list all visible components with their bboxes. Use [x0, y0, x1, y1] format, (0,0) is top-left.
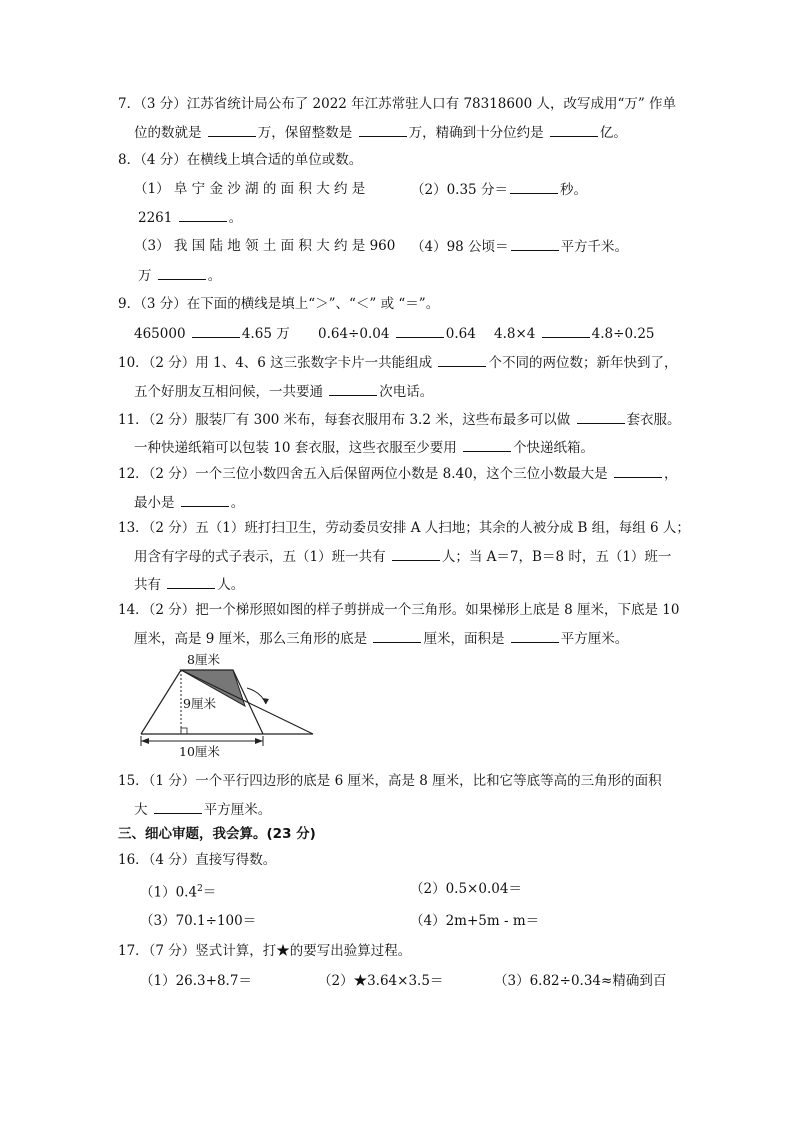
q11-text: 个快递纸箱。 — [513, 440, 595, 456]
dim-arrow-left — [141, 738, 149, 744]
rotation-arrow — [247, 688, 266, 704]
answer-blank[interactable] — [392, 547, 440, 561]
answer-blank[interactable] — [463, 438, 511, 452]
q7-text: 万，保留整数是 — [257, 125, 353, 141]
q7-text: 万，精确到十分位约是 — [408, 125, 544, 141]
trapezoid-cut-figure — [133, 644, 323, 764]
q10-text: 五个好朋友互相问候，一共要通 — [134, 384, 323, 400]
q8-text: 2261 — [138, 210, 173, 226]
q10-text: 个不同的两位数；新年快到了， — [488, 355, 678, 371]
q12-text: 12．（2 分）一个三位小数四舍五入后保留两位小数是 8.40，这个三位小数最大是 — [118, 466, 608, 482]
q14-text: 厘米，面积是 — [423, 631, 505, 647]
q12-line2 — [134, 493, 244, 512]
answer-blank[interactable] — [614, 464, 662, 478]
q10-text: 10．（2 分）用 1、4、6 这三张数字卡片一共能组成 — [118, 355, 433, 371]
q8-part3: （3） 我 国 陆 地 领 土 面 积 大 约 是 960 — [134, 238, 396, 254]
q14-text: 厘米，高是 9 厘米，那么三角形的底是 — [134, 631, 368, 647]
answer-blank[interactable] — [181, 493, 229, 507]
q17-item-2: （2）★3.64×3.5＝ — [318, 973, 444, 989]
q8-text: 万 — [138, 268, 152, 284]
q11-text: 一种快递纸箱可以包装 10 套衣服，这些衣服至少要用 — [134, 440, 457, 456]
answer-blank[interactable] — [154, 800, 202, 814]
q8-text: （4）98 公顷＝ — [411, 239, 509, 255]
q12-text: ， — [663, 466, 678, 482]
answer-blank[interactable] — [359, 123, 407, 137]
q16-item-2: （2）0.5×0.04＝ — [410, 881, 522, 897]
q9-text: 0.64÷0.04 — [318, 326, 390, 342]
q17-title: 17．（7 分）竖式计算，打★的要写出验算过程。 — [118, 943, 412, 959]
q16-item-4: （4）2m+5m - m＝ — [410, 913, 540, 929]
q9-text: 0.64 — [445, 326, 476, 342]
exponent: 2 — [197, 884, 203, 894]
q7-text: 位的数就是 — [134, 125, 202, 141]
q9-text: 465000 — [134, 326, 186, 342]
arrow-head — [262, 698, 269, 704]
q16-text: ＝ — [202, 884, 217, 901]
answer-blank[interactable] — [329, 382, 377, 396]
q17-item-1: （1）26.3+8.7＝ — [140, 973, 252, 989]
q14-text: 平方厘米。 — [560, 631, 629, 647]
answer-blank[interactable] — [577, 410, 625, 424]
q13-line1: 13．（2 分）五（1）班打扫卫生，劳动委员安排 A 人扫地；其余的人被分成 B 组，每组 6 人； — [118, 520, 690, 536]
q14-line1: 14．（2 分）把一个梯形照如图的样子剪拼成一个三角形。如果梯形上底是 8 厘米，下底是 10 — [118, 602, 680, 618]
q12-text: 最小是 — [134, 495, 175, 511]
q8-text: 秒。 — [559, 182, 587, 198]
q9-text: 4.65 万 — [241, 326, 290, 342]
q8-part3-cont — [138, 266, 221, 285]
q15-text: 大 — [134, 802, 148, 818]
q11-line2 — [134, 438, 594, 457]
q11-line1 — [118, 410, 681, 429]
answer-blank[interactable] — [542, 324, 590, 338]
answer-blank[interactable] — [167, 575, 215, 589]
q12-line1 — [118, 464, 677, 483]
q8-part2 — [411, 180, 587, 199]
answer-blank[interactable] — [179, 208, 227, 222]
q16-item-1 — [140, 880, 216, 902]
answer-blank[interactable] — [550, 123, 598, 137]
q9-compare-1 — [134, 324, 290, 343]
answer-blank[interactable] — [511, 237, 559, 251]
label-top-base: 8厘米 — [187, 652, 220, 667]
q8-part1-cont — [138, 208, 242, 227]
q13-text: 用含有字母的式子表示，五（1）班一共有 — [134, 549, 386, 565]
q7-line1: 7．（3 分）江苏省统计局公布了 2022 年江苏常驻人口有 78318600 人，改写成用“万” 作单 — [118, 96, 677, 112]
answer-blank[interactable] — [438, 353, 486, 367]
label-bottom-base: 10厘米 — [179, 744, 220, 759]
q9-title: 9．（3 分）在下面的横线是填上“＞”、“＜” 或 “＝”。 — [118, 296, 440, 312]
answer-blank[interactable] — [511, 629, 559, 643]
q13-line3 — [134, 575, 244, 594]
q16-title: 16．（4 分）直接写得数。 — [118, 852, 277, 868]
q16-item-3: （3）70.1÷100＝ — [140, 913, 257, 929]
q10-line2 — [134, 382, 433, 401]
answer-blank[interactable] — [510, 180, 558, 194]
q11-text: 11．（2 分）服装厂有 300 米布，每套衣服用布 3.2 米，这些布最多可以做 — [118, 412, 571, 428]
q9-text: 4.8÷0.25 — [591, 326, 655, 342]
answer-blank[interactable] — [208, 123, 256, 137]
q7-text: 亿。 — [599, 125, 627, 141]
q12-text: 。 — [230, 495, 245, 511]
q13-text: 人。 — [217, 577, 245, 593]
q8-part4 — [411, 237, 628, 256]
q13-text: 人；当 A＝7，B＝8 时，五（1）班一 — [441, 549, 672, 565]
q13-line2 — [134, 547, 671, 566]
q8-text: 。 — [228, 210, 243, 226]
q8-text: （2）0.35 分＝ — [411, 182, 508, 198]
q11-text: 套衣服。 — [626, 412, 681, 428]
q15-text: 平方厘米。 — [203, 802, 272, 818]
q10-text: 次电话。 — [379, 384, 434, 400]
q15-line1: 15．（1 分）一个平行四边形的底是 6 厘米，高是 8 厘米，比和它等底等高的三角形的面积 — [118, 773, 662, 789]
q16-text: （1）0.4 — [140, 884, 198, 901]
q13-text: 共有 — [134, 577, 161, 593]
label-height: 9厘米 — [183, 696, 216, 711]
q15-line2 — [134, 800, 271, 819]
answer-blank[interactable] — [158, 266, 206, 280]
answer-blank[interactable] — [396, 324, 444, 338]
section-heading: 三、细心审题，我会算。(23 分) — [118, 826, 316, 842]
q10-line1 — [118, 353, 677, 372]
q8-text: 平方千米。 — [560, 239, 629, 255]
q17-item-3: （3）6.82÷0.34≈精确到百 — [494, 973, 667, 989]
dim-arrow-right — [255, 738, 263, 744]
right-angle-mark — [181, 728, 187, 734]
q7-line2 — [134, 123, 627, 142]
q9-text: 4.8×4 — [494, 326, 536, 342]
q8-title: 8．（4 分）在横线上填合适的单位或数。 — [118, 152, 363, 168]
q8-text: 。 — [207, 268, 222, 284]
q9-compare-2 — [318, 324, 476, 343]
answer-blank[interactable] — [373, 629, 421, 643]
answer-blank[interactable] — [192, 324, 240, 338]
q8-part1: （1） 阜 宁 金 沙 湖 的 面 积 大 约 是 — [134, 181, 366, 197]
q9-compare-3 — [494, 324, 655, 343]
